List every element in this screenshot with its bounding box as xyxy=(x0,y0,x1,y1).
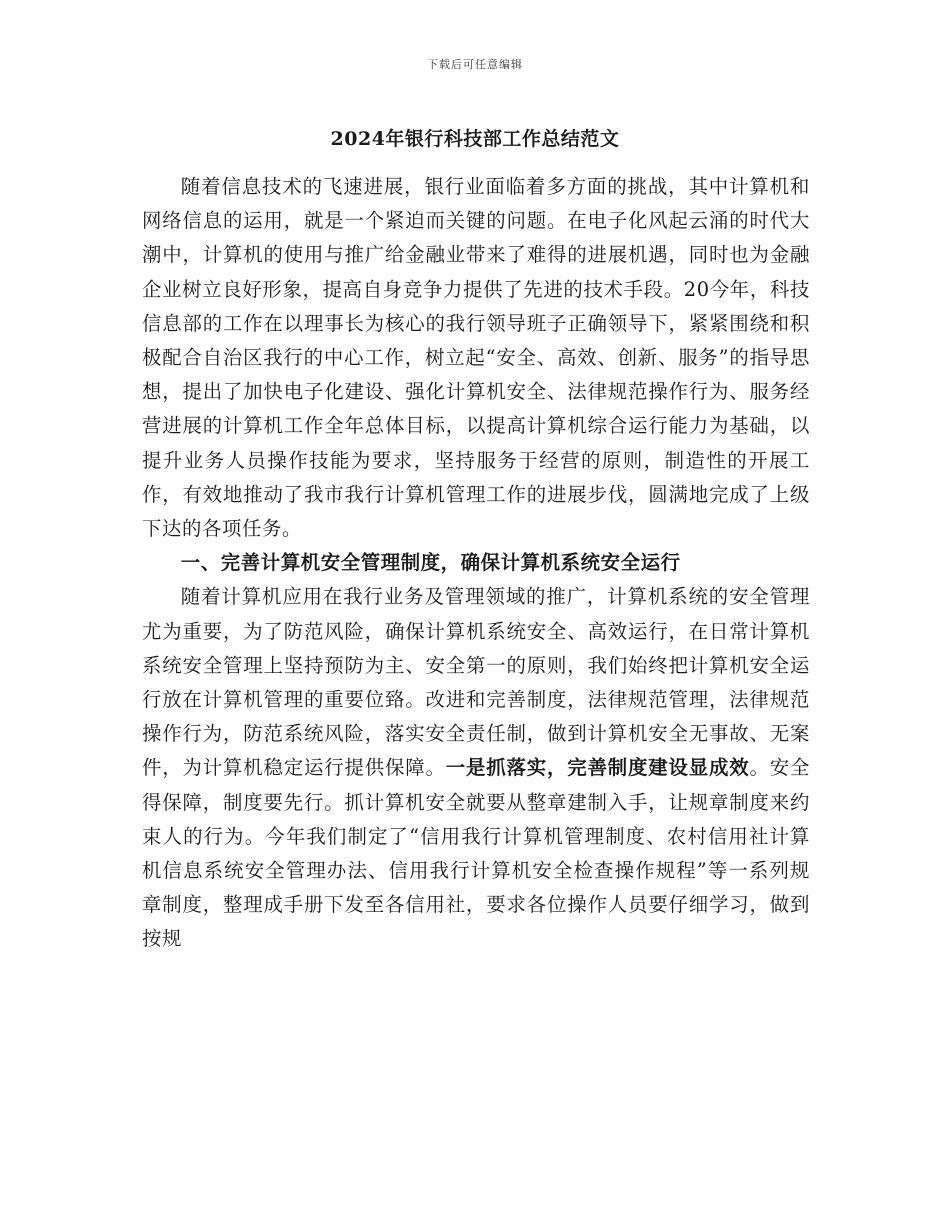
page-title: 2024年银行科技部工作总结范文 xyxy=(330,128,620,150)
intro-paragraph: 随着信息技术的飞速进展，银行业面临着多方面的挑战，其中计算机和网络信息的运用，就是一个紧迫而关键的问题。在电子化风起云涌的时代大潮中，计算机的使用与推广给金融业带来了难得的进展机遇，同时也为金融企业树立良好形象，提高自身竞争力提供了先进的技术手段。20今年，科技信息部的工作在以理事长为核心的我行领导班子正确领导下，紧紧围绕和积极配合自治区我行的中心工作，树立起“安全、高效、创新、服务”的指导思想，提出了加快电子化建设、强化计算机安全、法律规范操作行为、服务经营进展的计算机工作全年总体目标，以提高计算机综合运行能力为基础，以提升业务人员操作技能为要求，坚持服务于经营的原则，制造性的开展工作，有效地推动了我市我行计算机管理工作的进展步伐，圆满地完成了上级下达的各项任务。 xyxy=(142,175,810,541)
section-heading-1: 一、完善计算机安全管理制度，确保计算机系统安全运行 xyxy=(180,551,681,575)
section-1-bold-point: 一是抓落实，完善制度建设显成效 xyxy=(445,756,750,780)
section-1-text-before: 随着计算机应用在我行业务及管理领域的推广，计算机系统的安全管理尤为重要，为了防范风险，确保计算机系统安全、高效运行，在日常计算机系统安全管理上坚持预防为主、安全第一的原则，我们始终把计算机安全运行放在计算机管理的重要位臵。改进和完善制度，法律规范管理，法律规范操作行为，防范系统风险，落实安全责任制，做到计算机安全无事故、无案件，为计算机稳定运行提供保障。 xyxy=(142,585,810,780)
header-note: 下载后可任意编辑 xyxy=(427,58,523,71)
section-1-paragraph xyxy=(142,580,810,956)
document-body xyxy=(142,170,810,957)
section-1-text-after: 。安全得保障，制度要先行。抓计算机安全就要从整章建制入手，让规章制度来约束人的行为。今年我们制定了“信用我行计算机管理制度、农村信用社计算机信息系统安全管理办法、信用我行计算机安全检查操作规程”等一系列规章制度，整理成手册下发至各信用社，要求各位操作人员要仔细学习，做到按规 xyxy=(142,756,810,951)
